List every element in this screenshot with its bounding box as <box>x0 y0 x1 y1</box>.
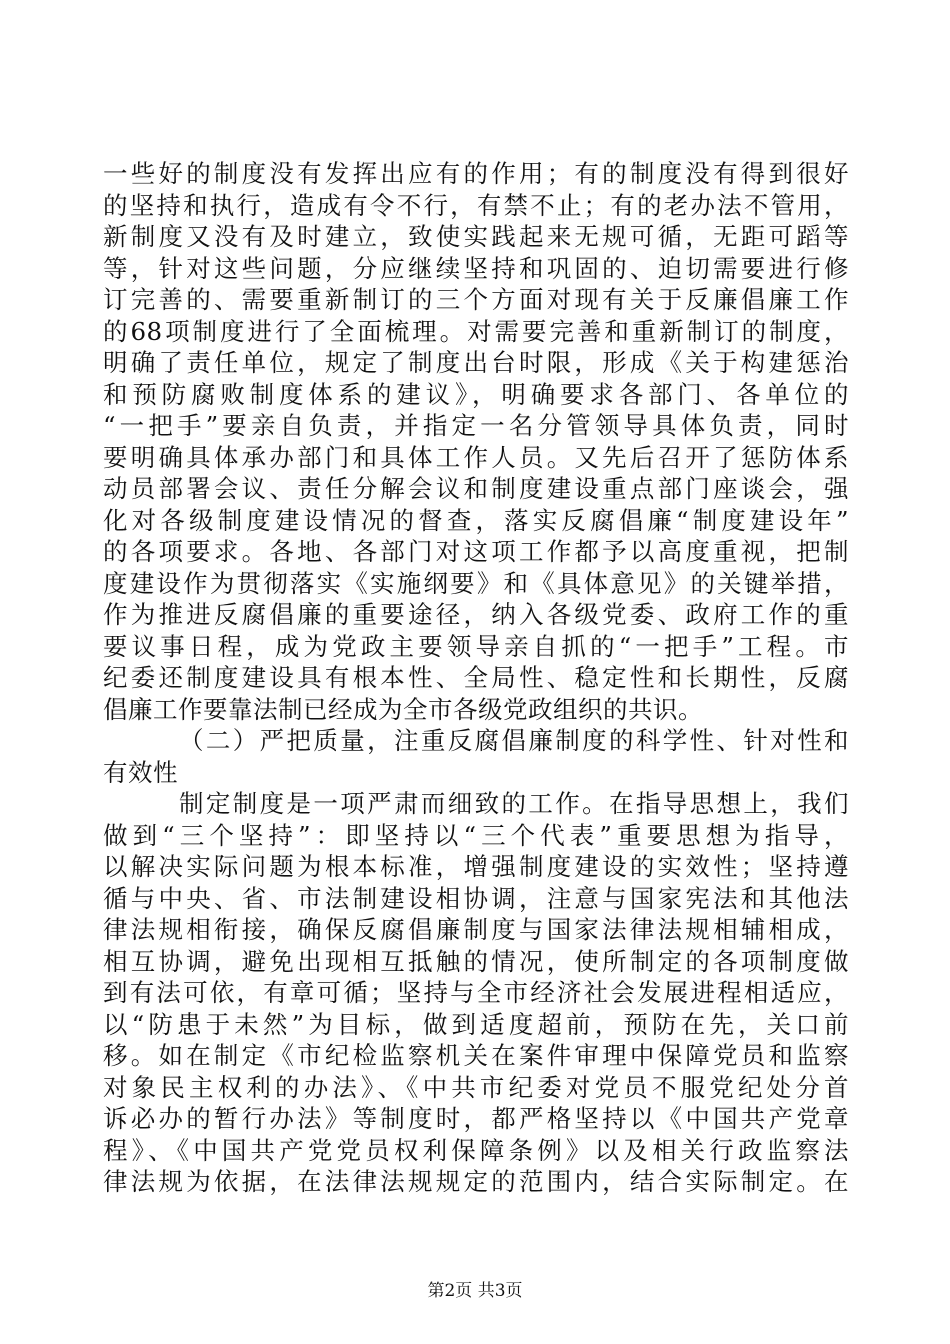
text-line: 一些好的制度没有发挥出应有的作用；有的制度没有得到很好 <box>103 159 849 188</box>
text-line: 做到“三个坚持”：即坚持以“三个代表”重要思想为指导， <box>103 820 849 850</box>
text-line: 对象民主权利的办法》、《中共市纪委对党员不服党纪处分首 <box>103 1072 849 1102</box>
text-line: 化对各级制度建设情况的督查，落实反腐倡廉“制度建设年” <box>103 505 849 535</box>
text-line: 的68项制度进行了全面梳理。对需要完善和重新制订的制度， <box>103 316 849 346</box>
text-line: 程》、《中国共产党党员权利保障条例》以及相关行政监察法 <box>103 1135 849 1165</box>
text-line: 以“防患于未然”为目标，做到适度超前，预防在先，关口前 <box>103 1009 849 1039</box>
text-line: 作为推进反腐倡廉的重要途径，纳入各级党委、政府工作的重 <box>103 600 849 629</box>
text-line: 的坚持和执行，造成有令不行，有禁不止；有的老办法不管用， <box>103 190 849 220</box>
text-line: 到有法可依，有章可循；坚持与全市经济社会发展进程相适应， <box>103 978 849 1007</box>
text-line: 和预防腐败制度体系的建议》，明确要求各部门、各单位的 <box>103 379 849 409</box>
section-heading-end: 有效性 <box>103 757 178 787</box>
text-line: 律法规相衔接，确保反腐倡廉制度与国家法律法规相辅相成， <box>103 915 849 944</box>
paragraph-start-line: 制定制度是一项严肃而细致的工作。在指导思想上，我们 <box>179 789 849 818</box>
text-line: 要议事日程，成为党政主要领导亲自抓的“一把手”工程。市 <box>103 631 849 661</box>
page-number-footer: 第2页 共3页 <box>427 1281 523 1301</box>
text-line: 动员部署会议、责任分解会议和制度建设重点部门座谈会，强 <box>103 474 849 503</box>
text-line: 明确了责任单位，规定了制度出台时限，形成《关于构建惩治 <box>103 348 849 377</box>
text-line: 移。如在制定《市纪检监察机关在案件审理中保障党员和监察 <box>103 1041 849 1070</box>
text-line: 相互协调，避免出现相互抵触的情况，使所制定的各项制度做 <box>103 946 849 976</box>
paragraph-end-line: 倡廉工作要靠法制已经成为全市各级党政组织的共识。 <box>103 694 703 724</box>
text-line: “一把手”要亲自负责，并指定一名分管领导具体负责，同时 <box>103 411 849 440</box>
text-line: 度建设作为贯彻落实《实施纲要》和《具体意见》的关键举措， <box>103 568 849 598</box>
text-line: 的各项要求。各地、各部门对这项工作都予以高度重视，把制 <box>103 537 849 566</box>
text-line: 等，针对这些问题，分应继续坚持和巩固的、迫切需要进行修 <box>103 253 849 283</box>
text-line: 循与中央、省、市法制建设相协调，注意与国家宪法和其他法 <box>103 883 849 913</box>
text-line: 以解决实际问题为根本标准，增强制度建设的实效性；坚持遵 <box>103 852 849 881</box>
section-heading: （二）严把质量，注重反腐倡廉制度的科学性、针对性和 <box>179 726 849 755</box>
text-line: 要明确具体承办部门和具体工作人员。又先后召开了惩防体系 <box>103 442 849 472</box>
text-line: 纪委还制度建设具有根本性、全局性、稳定性和长期性，反腐 <box>103 663 849 692</box>
text-line: 新制度又没有及时建立，致使实践起来无规可循，无距可蹈等 <box>103 222 849 251</box>
text-line: 诉必办的暂行办法》等制度时，都严格坚持以《中国共产党章 <box>103 1104 849 1133</box>
text-line: 律法规为依据，在法律法规规定的范围内，结合实际制定。在 <box>103 1167 849 1196</box>
body-text <box>103 158 849 1198</box>
text-line: 订完善的、需要重新制订的三个方面对现有关于反廉倡廉工作 <box>103 285 849 314</box>
